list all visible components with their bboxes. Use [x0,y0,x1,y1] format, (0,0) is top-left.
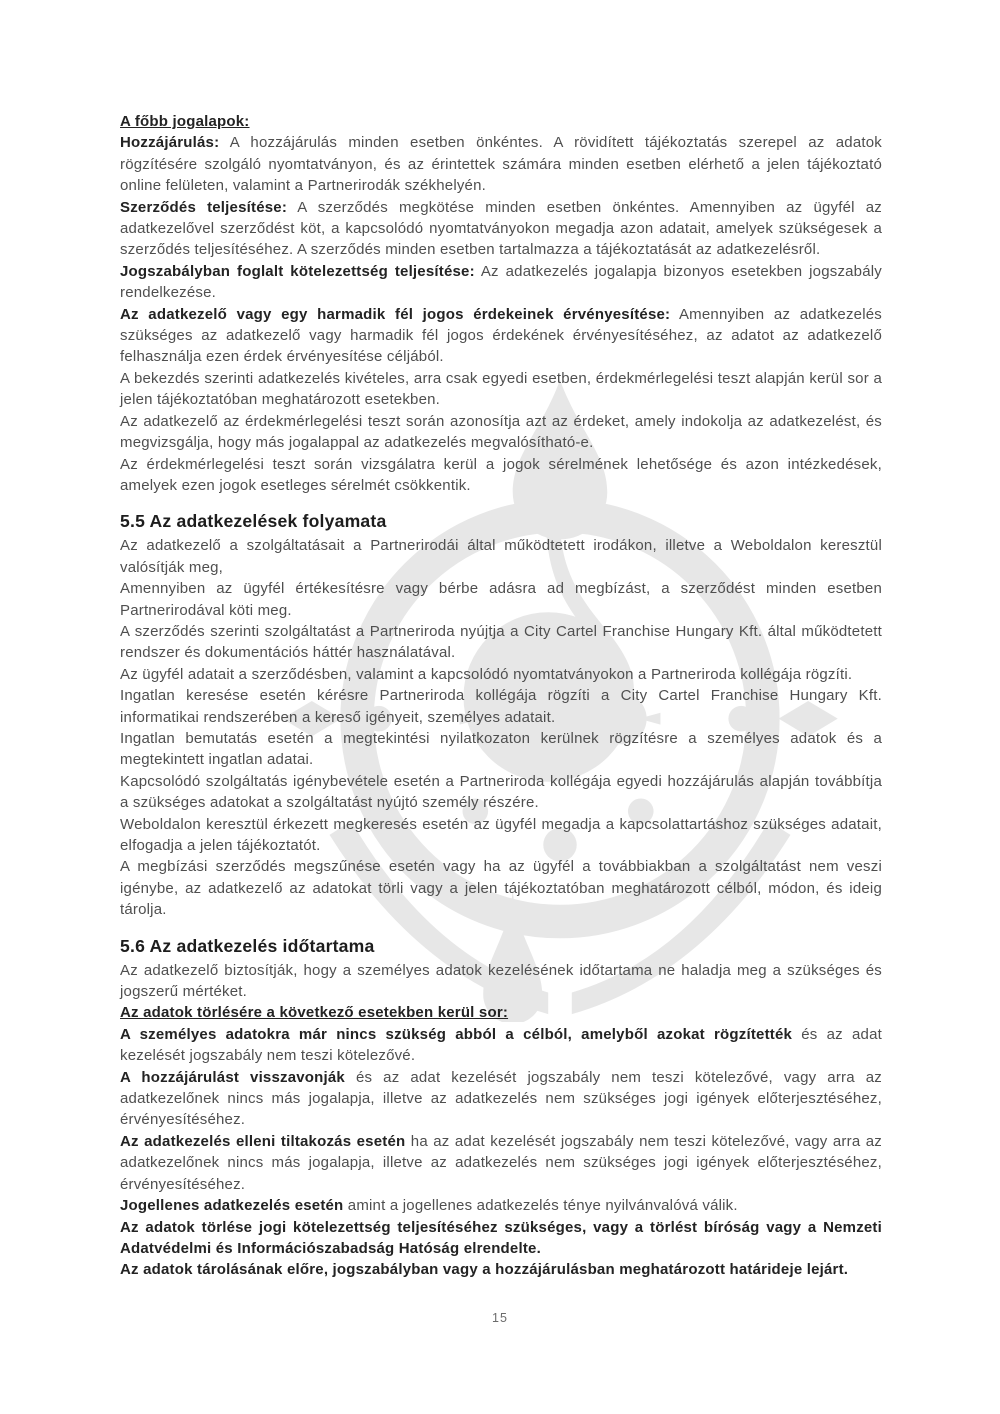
paragraph-hozzajarulas-visszavonas [120,1067,882,1131]
subheading-adatok-torlese [120,1002,882,1023]
underlined-text: Az adatok törlésére a következő esetekben kerül sor: [120,1004,509,1022]
paragraph-ugyfel-adatai: Az ügyfél adatait a szerződésben, valamint a kapcsolódó nyomtatványokon a Partneriroda kollégája rögzíti. [120,665,853,683]
paragraph-lead: Az adatkezelés elleni tiltakozás esetén [120,1132,406,1150]
paragraph-jogos-erdek [120,304,882,368]
paragraph-jogellenes [120,1195,882,1216]
paragraph-tiltakozas [120,1131,882,1195]
paragraph-kapcsolodo-szolgaltatas: Kapcsolódó szolgáltatás igénybevétele esetén a Partneriroda kollégája egyedi hozzájárulás alapján továbbítja a szükséges adatokat a szolgáltatást nyújtó személy részére. [120,772,882,812]
paragraph-idotartam: Az adatkezelő biztosítják, hogy a személyes adatok kezelésének időtartama ne haladja meg a szükséges és jogszerű mértéket. [120,961,882,1001]
paragraph-nincs-szukseg [120,1024,882,1067]
paragraph-hozzajarulas [120,132,882,196]
paragraph-lead: A hozzájárulást visszavonják [120,1068,345,1086]
paragraph-szerzodes-megszunese: A megbízási szerződés megszűnése esetén vagy ha az ügyfél a továbbiakban a szolgáltatást nem veszi igénybe, az adatkezelő az adatokat törli vagy a jelen tájékoztatóban meghatározott célból, módon, és ideig tárolja. [120,858,882,919]
paragraph-lead: Szerződés teljesítése: [120,198,288,216]
paragraph-text: Amennyiben az adatkezelés szükséges az adatkezelő vagy harmadik fél jogos érdekének érvényesítéséhez, az adatot az adatkezelő felhasználja ezen érdek érvényesítése céljából. [120,305,882,366]
paragraph-text: A szerződés megkötése minden esetben önkéntes. Amennyiben az ügyfél az adatkezelővel szerződést köt, a kapcsolódó nyomtatványokon megadja azon adatait, amelyek szükségesek a szerződés teljesítéséhez. A szerződés minden esetben tartalmazza a tájékoztatását az adatkezelésről. [120,198,882,259]
paragraph-text: amint a jogellenes adatkezelés ténye nyilvánvalóvá válik. [343,1197,738,1215]
section-heading-5-6: 5.6 Az adatkezelés időtartama [120,935,375,956]
paragraph-ingatlan-keresese: Ingatlan keresése esetén kérésre Partneriroda kollégája rögzíti a City Cartel Franchise Hungary Kft. informatikai rendszerében a kereső igényeit, személyes adatait. [120,687,882,726]
paragraph-erdekmerlegeles-azonositas: Az adatkezelő az érdekmérlegelési teszt során azonosítja azt az érdeket, amely indokolja az adatkezelést, és megvizsgálja, hogy más jogalappal az adatkezelés megvalósítható-e. [120,412,882,452]
paragraph-jogszabalyban-foglalt [120,261,882,304]
paragraph-lead: Hozzájárulás: [120,134,220,152]
paragraph-text: A hozzájárulás minden esetben önkéntes. A rövidített tájékoztatás szerepel az adatok rögzítésére szolgáló nyomtatványon, és az érintettek számára minden esetben elérhető a jelen tájékoztató online felületen, valamint a Partnerirodák székhelyén. [120,134,882,195]
page-number: 15 [492,1311,508,1325]
paragraph-franchise-rendszer: A szerződés szerinti szolgáltatást a Partneriroda nyújtja a City Cartel Franchise Hungary Kft. által működtetett rendszer és dokumentációs háttér használatával. [120,622,882,662]
paragraph-megbizas: Amennyiben az ügyfél értékesítésre vagy bérbe adásra ad megbízást, a szerződést minden esetben Partnerirodával köti meg. [120,580,882,619]
paragraph-lead: A személyes adatokra már nincs szükség abból a célból, amelyből azokat rögzítették [120,1025,793,1043]
paragraph-szolgaltatasok: Az adatkezelő a szolgáltatásait a Partnerirodái által működtetett irodákon, illetve a Weboldalon keresztül valósítják meg, [120,537,882,576]
section-heading-5-5: 5.5 Az adatkezelések folyamata [120,511,387,532]
paragraph-weboldalon-keresztul: Weboldalon keresztül érkezett megkeresés esetén az ügyfél megadja a kapcsolattartáshoz szükséges adatait, elfogadja a jelen tájékoztatót. [120,815,882,854]
subheading-fobb-jogalapok [120,111,882,132]
underlined-text: A főbb jogalapok: [120,113,250,130]
paragraph-lead: Az adatkezelő vagy egy harmadik fél jogos érdekeinek érvényesítése: [120,305,671,323]
paragraph-torles-kotelezettseg: Az adatok törlése jogi kötelezettség teljesítéséhez szükséges, vagy a törlést bíróság vagy a Nemzeti Adatvédelmi és Információszabadság Hatóság elrendelte. [120,1218,882,1257]
paragraph-text: és az adat kezelését jogszabály nem teszi kötelezővé. [120,1025,882,1065]
paragraph-szerzodes-teljesitese [120,197,882,261]
document-content [120,111,882,1281]
paragraph-bekezdes-szerinti: A bekezdés szerinti adatkezelés kivételes, arra csak egyedi esetben, érdekmérlegelési teszt alapján kerül sor a jelen tájékoztatóban meghatározott esetekben. [120,369,882,409]
paragraph-erdekmerlegeles-vizsgalat: Az érdekmérlegelési teszt során vizsgálatra kerül a jogok sérelmének lehetősége és azon intézkedések, amelyek ezen jogok esetleges sérelmét csökkentik. [120,455,882,494]
paragraph-lead: Jogellenes adatkezelés esetén [120,1197,344,1215]
paragraph-text: és az adat kezelését jogszabály nem teszi kötelezővé, vagy arra az adatkezelőnek nincs más jogalapja, illetve az adatkezelés nem szükséges jogi igények előterjesztéséhez, érvényesítéséhez. [120,1068,882,1129]
paragraph-ingatlan-bemutatas: Ingatlan bemutatás esetén a megtekintési nyilatkozaton kerülnek rögzítésre a személyes adatok és a megtekintett ingatlan adatai. [120,729,882,769]
paragraph-lead: Jogszabályban foglalt kötelezettség teljesítése: [120,262,475,280]
paragraph-text: Az adatkezelés jogalapja bizonyos esetekben jogszabály rendelkezése. [120,262,883,302]
paragraph-text: ha az adat kezelését jogszabály nem teszi kötelezővé, vagy arra az adatkezelőnek nincs más jogalapja, illetve az adatkezelés nem szükséges jogi igények előterjesztéséhez, érvényesítéséhez. [120,1132,882,1193]
paragraph-tarolas-hatarido: Az adatok tárolásának előre, jogszabályban vagy a hozzájárulásban meghatározott határideje lejárt. [120,1261,849,1279]
